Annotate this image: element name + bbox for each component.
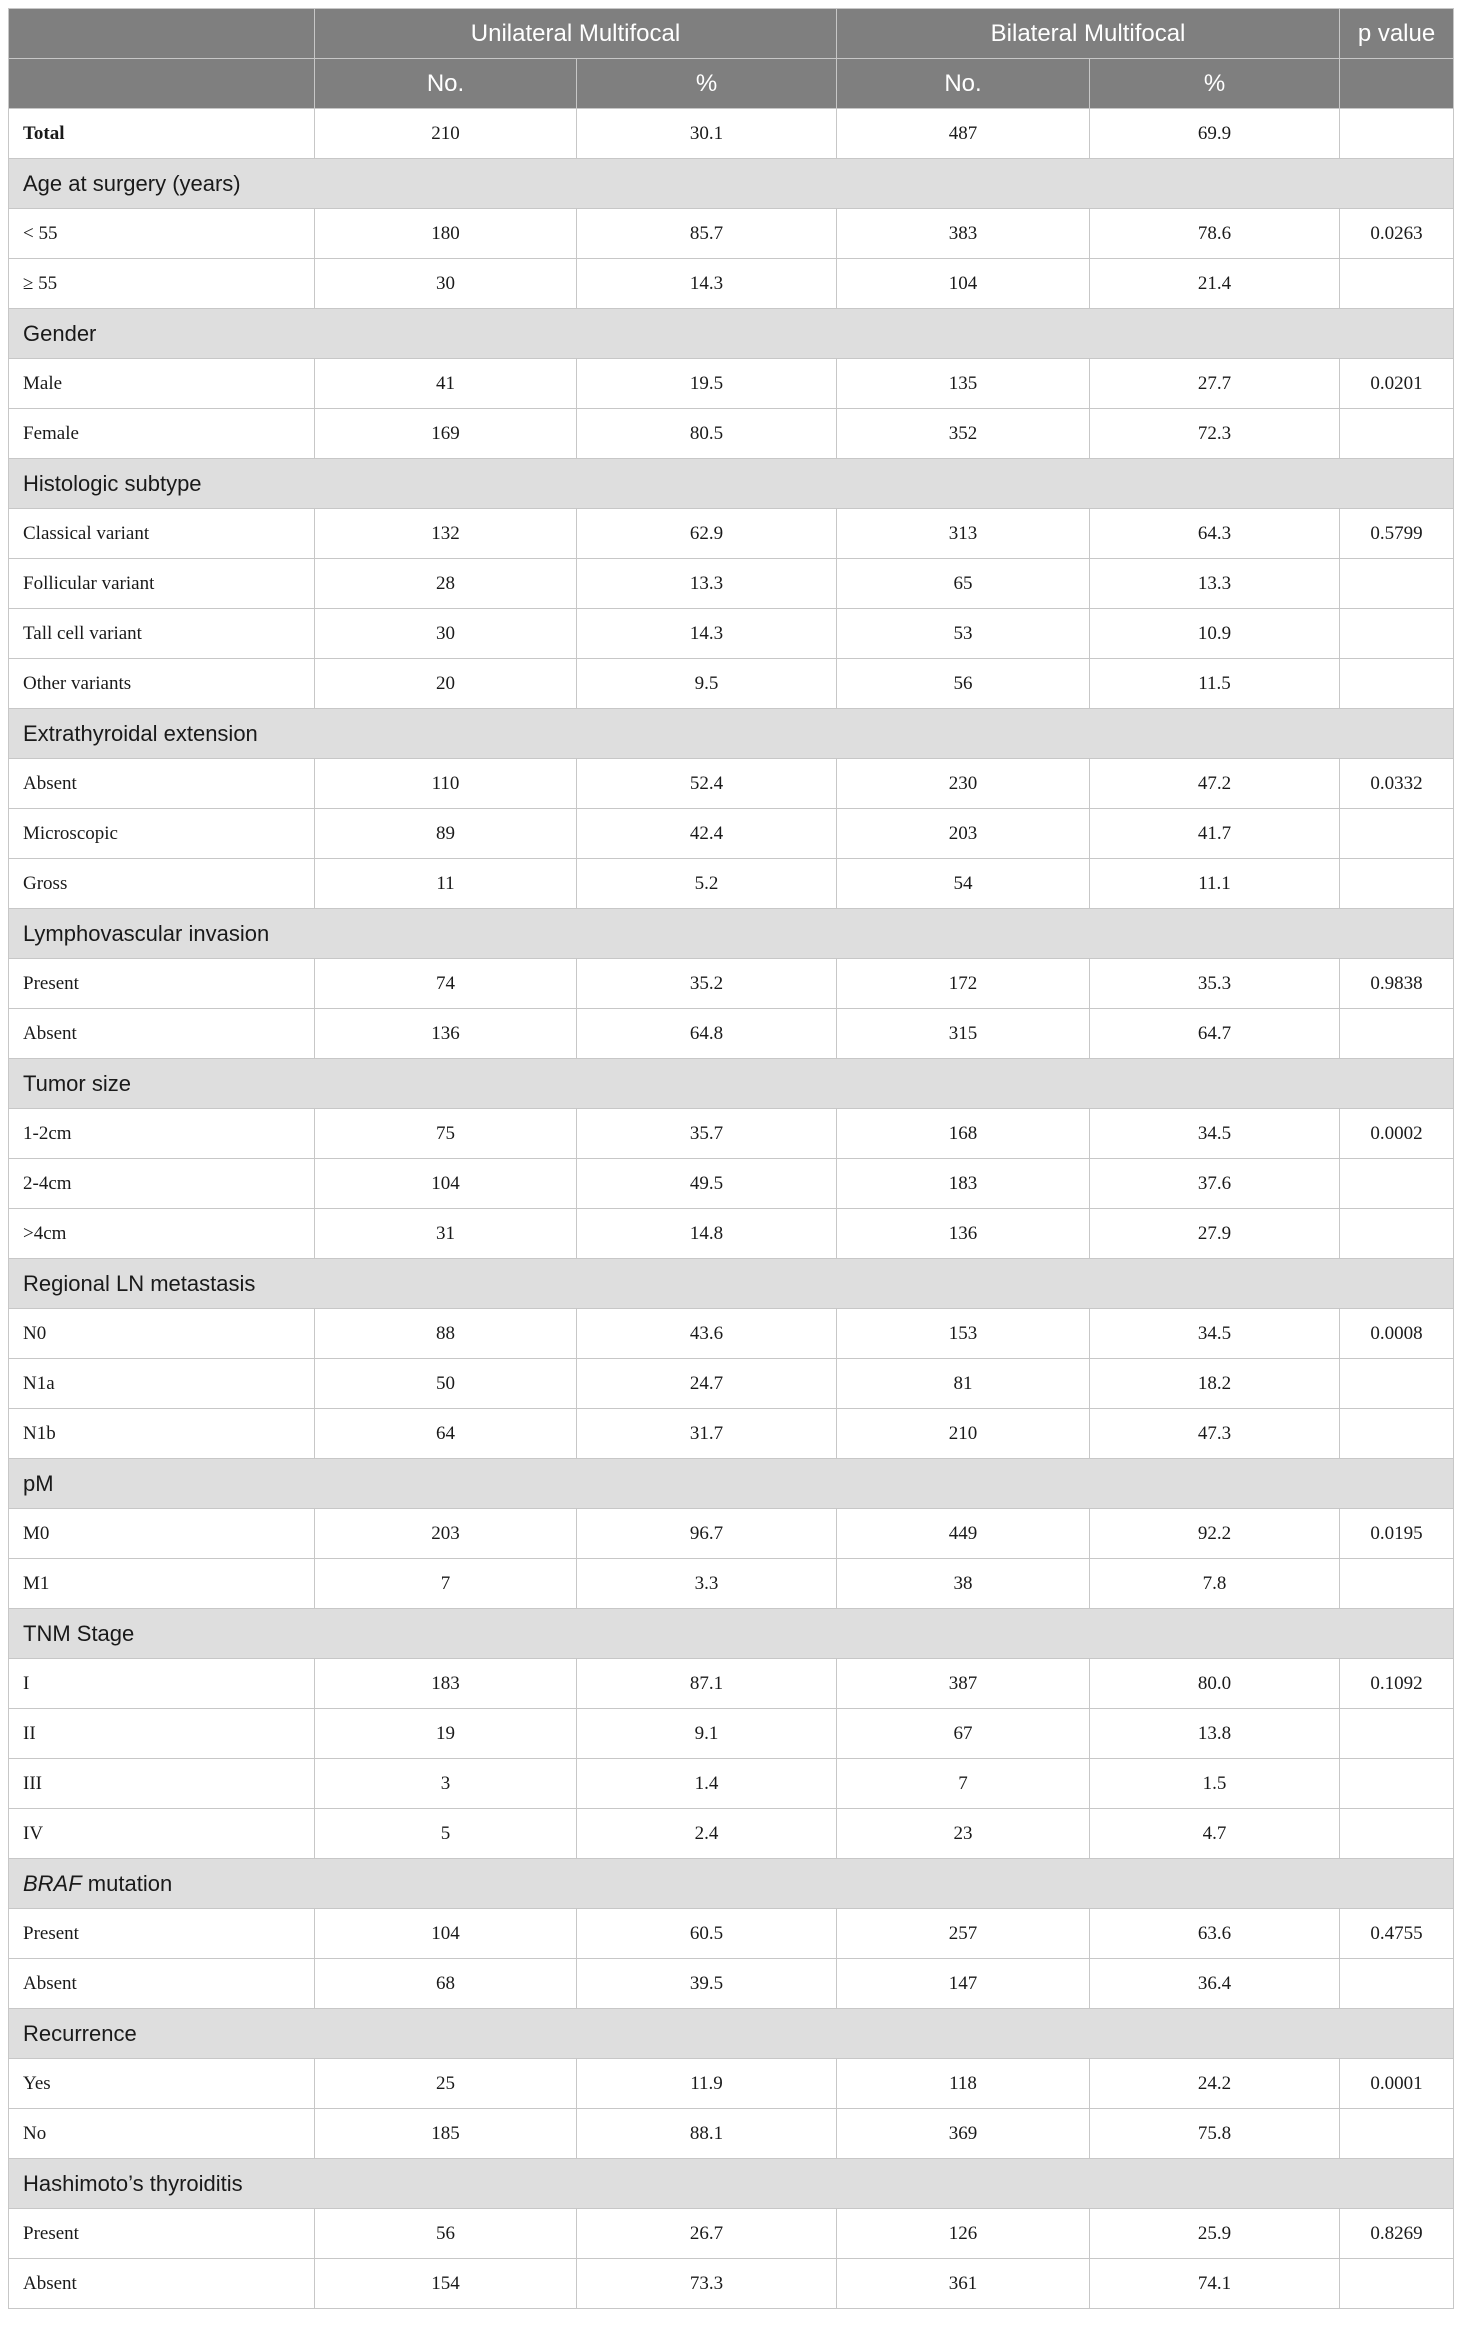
bilateral-no: 104 — [837, 259, 1090, 309]
unilateral-pct: 42.4 — [577, 809, 837, 859]
total-bilateral-pct: 69.9 — [1090, 109, 1340, 159]
bilateral-pct: 72.3 — [1090, 409, 1340, 459]
unilateral-pct: 26.7 — [577, 2209, 837, 2259]
unilateral-pct: 87.1 — [577, 1659, 837, 1709]
p-value — [1340, 1759, 1454, 1809]
bilateral-no: 183 — [837, 1159, 1090, 1209]
unilateral-pct: 14.3 — [577, 259, 837, 309]
unilateral-pct: 80.5 — [577, 409, 837, 459]
unilateral-no: 75 — [315, 1109, 577, 1159]
row-label: Present — [9, 959, 315, 1009]
table-row — [9, 1209, 1454, 1259]
bilateral-pct: 11.1 — [1090, 859, 1340, 909]
unilateral-no: 56 — [315, 2209, 577, 2259]
bilateral-pct: 10.9 — [1090, 609, 1340, 659]
p-value: 0.9838 — [1340, 959, 1454, 1009]
bilateral-no: 53 — [837, 609, 1090, 659]
bilateral-no: 56 — [837, 659, 1090, 709]
unilateral-no: 7 — [315, 1559, 577, 1609]
unilateral-pct: 5.2 — [577, 859, 837, 909]
table-row — [9, 1709, 1454, 1759]
bilateral-pct: 64.7 — [1090, 1009, 1340, 1059]
bilateral-pct: 64.3 — [1090, 509, 1340, 559]
unilateral-no: 169 — [315, 409, 577, 459]
table-row — [9, 1159, 1454, 1209]
table-row — [9, 209, 1454, 259]
table-row — [9, 809, 1454, 859]
bilateral-no: 147 — [837, 1959, 1090, 2009]
table-row — [9, 1109, 1454, 1159]
section-title-rest: mutation — [81, 1870, 173, 1896]
section-header-row — [9, 709, 1454, 759]
unilateral-no: 185 — [315, 2109, 577, 2159]
unilateral-no: 74 — [315, 959, 577, 1009]
unilateral-pct: 73.3 — [577, 2259, 837, 2309]
unilateral-no: 20 — [315, 659, 577, 709]
table-row — [9, 609, 1454, 659]
unilateral-pct: 62.9 — [577, 509, 837, 559]
section-header-row — [9, 309, 1454, 359]
section-header-row — [9, 2159, 1454, 2209]
row-label: < 55 — [9, 209, 315, 259]
p-value — [1340, 1709, 1454, 1759]
header-sub-pvalue — [1340, 59, 1454, 109]
section-header-row — [9, 1859, 1454, 1909]
p-value: 0.8269 — [1340, 2209, 1454, 2259]
section-header-row — [9, 1259, 1454, 1309]
section-header-row — [9, 1059, 1454, 1109]
table-row — [9, 2109, 1454, 2159]
section-title: Lymphovascular invasion — [9, 909, 1454, 959]
total-label: Total — [9, 109, 315, 159]
table-row — [9, 2209, 1454, 2259]
header-row-groups — [9, 9, 1454, 59]
table-row — [9, 759, 1454, 809]
p-value: 0.0263 — [1340, 209, 1454, 259]
row-label: N1b — [9, 1409, 315, 1459]
p-value — [1340, 559, 1454, 609]
row-label: Absent — [9, 2259, 315, 2309]
p-value — [1340, 1959, 1454, 2009]
unilateral-pct: 24.7 — [577, 1359, 837, 1409]
row-label: IV — [9, 1809, 315, 1859]
unilateral-no: 30 — [315, 609, 577, 659]
p-value: 0.5799 — [1340, 509, 1454, 559]
row-label: N0 — [9, 1309, 315, 1359]
header-bilateral: Bilateral Multifocal — [837, 9, 1340, 59]
table-body — [9, 109, 1454, 2309]
row-label: Tall cell variant — [9, 609, 315, 659]
row-label: I — [9, 1659, 315, 1709]
header-unilateral-pct: % — [577, 59, 837, 109]
unilateral-pct: 19.5 — [577, 359, 837, 409]
bilateral-pct: 34.5 — [1090, 1109, 1340, 1159]
unilateral-no: 132 — [315, 509, 577, 559]
unilateral-pct: 13.3 — [577, 559, 837, 609]
table-row — [9, 1909, 1454, 1959]
bilateral-pct: 92.2 — [1090, 1509, 1340, 1559]
bilateral-no: 313 — [837, 509, 1090, 559]
p-value — [1340, 859, 1454, 909]
bilateral-pct: 1.5 — [1090, 1759, 1340, 1809]
unilateral-pct: 60.5 — [577, 1909, 837, 1959]
bilateral-pct: 47.2 — [1090, 759, 1340, 809]
row-label: Absent — [9, 1009, 315, 1059]
unilateral-no: 154 — [315, 2259, 577, 2309]
p-value — [1340, 1159, 1454, 1209]
unilateral-pct: 52.4 — [577, 759, 837, 809]
unilateral-pct: 88.1 — [577, 2109, 837, 2159]
row-label: Present — [9, 2209, 315, 2259]
section-title: Gender — [9, 309, 1454, 359]
bilateral-pct: 11.5 — [1090, 659, 1340, 709]
unilateral-pct: 49.5 — [577, 1159, 837, 1209]
header-unilateral-no: No. — [315, 59, 577, 109]
row-label: M0 — [9, 1509, 315, 1559]
bilateral-no: 369 — [837, 2109, 1090, 2159]
row-label: ≥ 55 — [9, 259, 315, 309]
unilateral-no: 11 — [315, 859, 577, 909]
bilateral-no: 126 — [837, 2209, 1090, 2259]
unilateral-pct: 64.8 — [577, 1009, 837, 1059]
unilateral-no: 28 — [315, 559, 577, 609]
bilateral-pct: 27.7 — [1090, 359, 1340, 409]
p-value: 0.0002 — [1340, 1109, 1454, 1159]
unilateral-pct: 31.7 — [577, 1409, 837, 1459]
unilateral-no: 3 — [315, 1759, 577, 1809]
table-row — [9, 1309, 1454, 1359]
table-row — [9, 1559, 1454, 1609]
bilateral-no: 352 — [837, 409, 1090, 459]
bilateral-pct: 74.1 — [1090, 2259, 1340, 2309]
bilateral-pct: 21.4 — [1090, 259, 1340, 309]
p-value — [1340, 1809, 1454, 1859]
p-value — [1340, 1209, 1454, 1259]
bilateral-pct: 25.9 — [1090, 2209, 1340, 2259]
section-title: pM — [9, 1459, 1454, 1509]
data-table — [8, 8, 1454, 2309]
unilateral-pct: 9.5 — [577, 659, 837, 709]
p-value — [1340, 409, 1454, 459]
p-value: 0.0195 — [1340, 1509, 1454, 1559]
header-sub-corner — [9, 59, 315, 109]
unilateral-pct: 14.3 — [577, 609, 837, 659]
row-label: Classical variant — [9, 509, 315, 559]
unilateral-no: 104 — [315, 1909, 577, 1959]
section-title: Tumor size — [9, 1059, 1454, 1109]
unilateral-no: 110 — [315, 759, 577, 809]
bilateral-pct: 27.9 — [1090, 1209, 1340, 1259]
bilateral-pct: 75.8 — [1090, 2109, 1340, 2159]
bilateral-no: 23 — [837, 1809, 1090, 1859]
total-unilateral-no: 210 — [315, 109, 577, 159]
section-title: Histologic subtype — [9, 459, 1454, 509]
table-row — [9, 409, 1454, 459]
bilateral-pct: 41.7 — [1090, 809, 1340, 859]
table-row — [9, 659, 1454, 709]
table-row — [9, 959, 1454, 1009]
bilateral-pct: 4.7 — [1090, 1809, 1340, 1859]
unilateral-no: 5 — [315, 1809, 577, 1859]
row-label: Absent — [9, 759, 315, 809]
table-container — [8, 8, 1453, 2309]
p-value: 0.0201 — [1340, 359, 1454, 409]
bilateral-pct: 7.8 — [1090, 1559, 1340, 1609]
section-title — [9, 1859, 1454, 1909]
row-label: II — [9, 1709, 315, 1759]
unilateral-no: 203 — [315, 1509, 577, 1559]
section-title: Age at surgery (years) — [9, 159, 1454, 209]
section-title: TNM Stage — [9, 1609, 1454, 1659]
bilateral-no: 230 — [837, 759, 1090, 809]
table-row — [9, 1509, 1454, 1559]
bilateral-pct: 24.2 — [1090, 2059, 1340, 2109]
section-title: Recurrence — [9, 2009, 1454, 2059]
header-unilateral: Unilateral Multifocal — [315, 9, 837, 59]
row-label: Absent — [9, 1959, 315, 2009]
bilateral-no: 153 — [837, 1309, 1090, 1359]
p-value: 0.0001 — [1340, 2059, 1454, 2109]
unilateral-no: 136 — [315, 1009, 577, 1059]
p-value — [1340, 2259, 1454, 2309]
table-row — [9, 359, 1454, 409]
bilateral-no: 135 — [837, 359, 1090, 409]
header-corner — [9, 9, 315, 59]
header-row-sub — [9, 59, 1454, 109]
unilateral-no: 50 — [315, 1359, 577, 1409]
section-header-row — [9, 1609, 1454, 1659]
unilateral-pct: 35.7 — [577, 1109, 837, 1159]
row-label: Female — [9, 409, 315, 459]
unilateral-no: 25 — [315, 2059, 577, 2109]
unilateral-no: 183 — [315, 1659, 577, 1709]
table-row — [9, 1759, 1454, 1809]
unilateral-no: 31 — [315, 1209, 577, 1259]
row-label: Yes — [9, 2059, 315, 2109]
row-label: III — [9, 1759, 315, 1809]
unilateral-pct: 14.8 — [577, 1209, 837, 1259]
unilateral-pct: 1.4 — [577, 1759, 837, 1809]
section-header-row — [9, 909, 1454, 959]
bilateral-pct: 34.5 — [1090, 1309, 1340, 1359]
row-label: Follicular variant — [9, 559, 315, 609]
row-label: Microscopic — [9, 809, 315, 859]
table-row — [9, 1659, 1454, 1709]
row-label: N1a — [9, 1359, 315, 1409]
table-row — [9, 509, 1454, 559]
section-header-row — [9, 159, 1454, 209]
section-title: Extrathyroidal extension — [9, 709, 1454, 759]
header-bilateral-pct: % — [1090, 59, 1340, 109]
bilateral-no: 257 — [837, 1909, 1090, 1959]
row-label: Present — [9, 1909, 315, 1959]
unilateral-no: 64 — [315, 1409, 577, 1459]
table-row — [9, 1959, 1454, 2009]
header-pvalue: p value — [1340, 9, 1454, 59]
bilateral-pct: 47.3 — [1090, 1409, 1340, 1459]
table-row — [9, 2259, 1454, 2309]
bilateral-pct: 13.8 — [1090, 1709, 1340, 1759]
total-row — [9, 109, 1454, 159]
unilateral-pct: 96.7 — [577, 1509, 837, 1559]
bilateral-no: 203 — [837, 809, 1090, 859]
row-label: Gross — [9, 859, 315, 909]
row-label: Male — [9, 359, 315, 409]
p-value — [1340, 1009, 1454, 1059]
p-value — [1340, 659, 1454, 709]
unilateral-no: 89 — [315, 809, 577, 859]
bilateral-pct: 63.6 — [1090, 1909, 1340, 1959]
p-value — [1340, 809, 1454, 859]
section-header-row — [9, 2009, 1454, 2059]
unilateral-no: 30 — [315, 259, 577, 309]
bilateral-no: 7 — [837, 1759, 1090, 1809]
table-row — [9, 259, 1454, 309]
row-label: Other variants — [9, 659, 315, 709]
p-value: 0.0332 — [1340, 759, 1454, 809]
bilateral-pct: 36.4 — [1090, 1959, 1340, 2009]
unilateral-no: 68 — [315, 1959, 577, 2009]
p-value — [1340, 1359, 1454, 1409]
bilateral-no: 168 — [837, 1109, 1090, 1159]
unilateral-pct: 85.7 — [577, 209, 837, 259]
section-title: Hashimoto’s thyroiditis — [9, 2159, 1454, 2209]
p-value — [1340, 609, 1454, 659]
bilateral-no: 449 — [837, 1509, 1090, 1559]
row-label: >4cm — [9, 1209, 315, 1259]
bilateral-no: 383 — [837, 209, 1090, 259]
bilateral-no: 210 — [837, 1409, 1090, 1459]
total-unilateral-pct: 30.1 — [577, 109, 837, 159]
section-header-row — [9, 1459, 1454, 1509]
row-label: No — [9, 2109, 315, 2159]
unilateral-pct: 3.3 — [577, 1559, 837, 1609]
bilateral-no: 38 — [837, 1559, 1090, 1609]
bilateral-no: 361 — [837, 2259, 1090, 2309]
table-row — [9, 1009, 1454, 1059]
unilateral-pct: 9.1 — [577, 1709, 837, 1759]
unilateral-no: 88 — [315, 1309, 577, 1359]
p-value — [1340, 1559, 1454, 1609]
bilateral-no: 136 — [837, 1209, 1090, 1259]
p-value — [1340, 1409, 1454, 1459]
bilateral-no: 387 — [837, 1659, 1090, 1709]
row-label: M1 — [9, 1559, 315, 1609]
p-value: 0.4755 — [1340, 1909, 1454, 1959]
bilateral-pct: 80.0 — [1090, 1659, 1340, 1709]
header-bilateral-no: No. — [837, 59, 1090, 109]
total-pvalue — [1340, 109, 1454, 159]
p-value — [1340, 2109, 1454, 2159]
unilateral-pct: 2.4 — [577, 1809, 837, 1859]
bilateral-no: 315 — [837, 1009, 1090, 1059]
section-title-italic: BRAF — [23, 1870, 82, 1896]
bilateral-no: 118 — [837, 2059, 1090, 2109]
bilateral-no: 67 — [837, 1709, 1090, 1759]
table-row — [9, 2059, 1454, 2109]
bilateral-no: 65 — [837, 559, 1090, 609]
section-header-row — [9, 459, 1454, 509]
bilateral-no: 81 — [837, 1359, 1090, 1409]
table-row — [9, 559, 1454, 609]
unilateral-pct: 43.6 — [577, 1309, 837, 1359]
section-title: Regional LN metastasis — [9, 1259, 1454, 1309]
p-value — [1340, 259, 1454, 309]
p-value: 0.0008 — [1340, 1309, 1454, 1359]
bilateral-pct: 78.6 — [1090, 209, 1340, 259]
unilateral-no: 180 — [315, 209, 577, 259]
table-row — [9, 1359, 1454, 1409]
unilateral-pct: 39.5 — [577, 1959, 837, 2009]
table-row — [9, 1809, 1454, 1859]
total-bilateral-no: 487 — [837, 109, 1090, 159]
table-row — [9, 859, 1454, 909]
p-value: 0.1092 — [1340, 1659, 1454, 1709]
row-label: 2-4cm — [9, 1159, 315, 1209]
unilateral-no: 41 — [315, 359, 577, 409]
bilateral-pct: 37.6 — [1090, 1159, 1340, 1209]
bilateral-no: 172 — [837, 959, 1090, 1009]
unilateral-no: 104 — [315, 1159, 577, 1209]
table-row — [9, 1409, 1454, 1459]
table-header — [9, 9, 1454, 109]
unilateral-pct: 11.9 — [577, 2059, 837, 2109]
bilateral-pct: 35.3 — [1090, 959, 1340, 1009]
bilateral-pct: 13.3 — [1090, 559, 1340, 609]
row-label: 1-2cm — [9, 1109, 315, 1159]
bilateral-pct: 18.2 — [1090, 1359, 1340, 1409]
unilateral-no: 19 — [315, 1709, 577, 1759]
bilateral-no: 54 — [837, 859, 1090, 909]
unilateral-pct: 35.2 — [577, 959, 837, 1009]
